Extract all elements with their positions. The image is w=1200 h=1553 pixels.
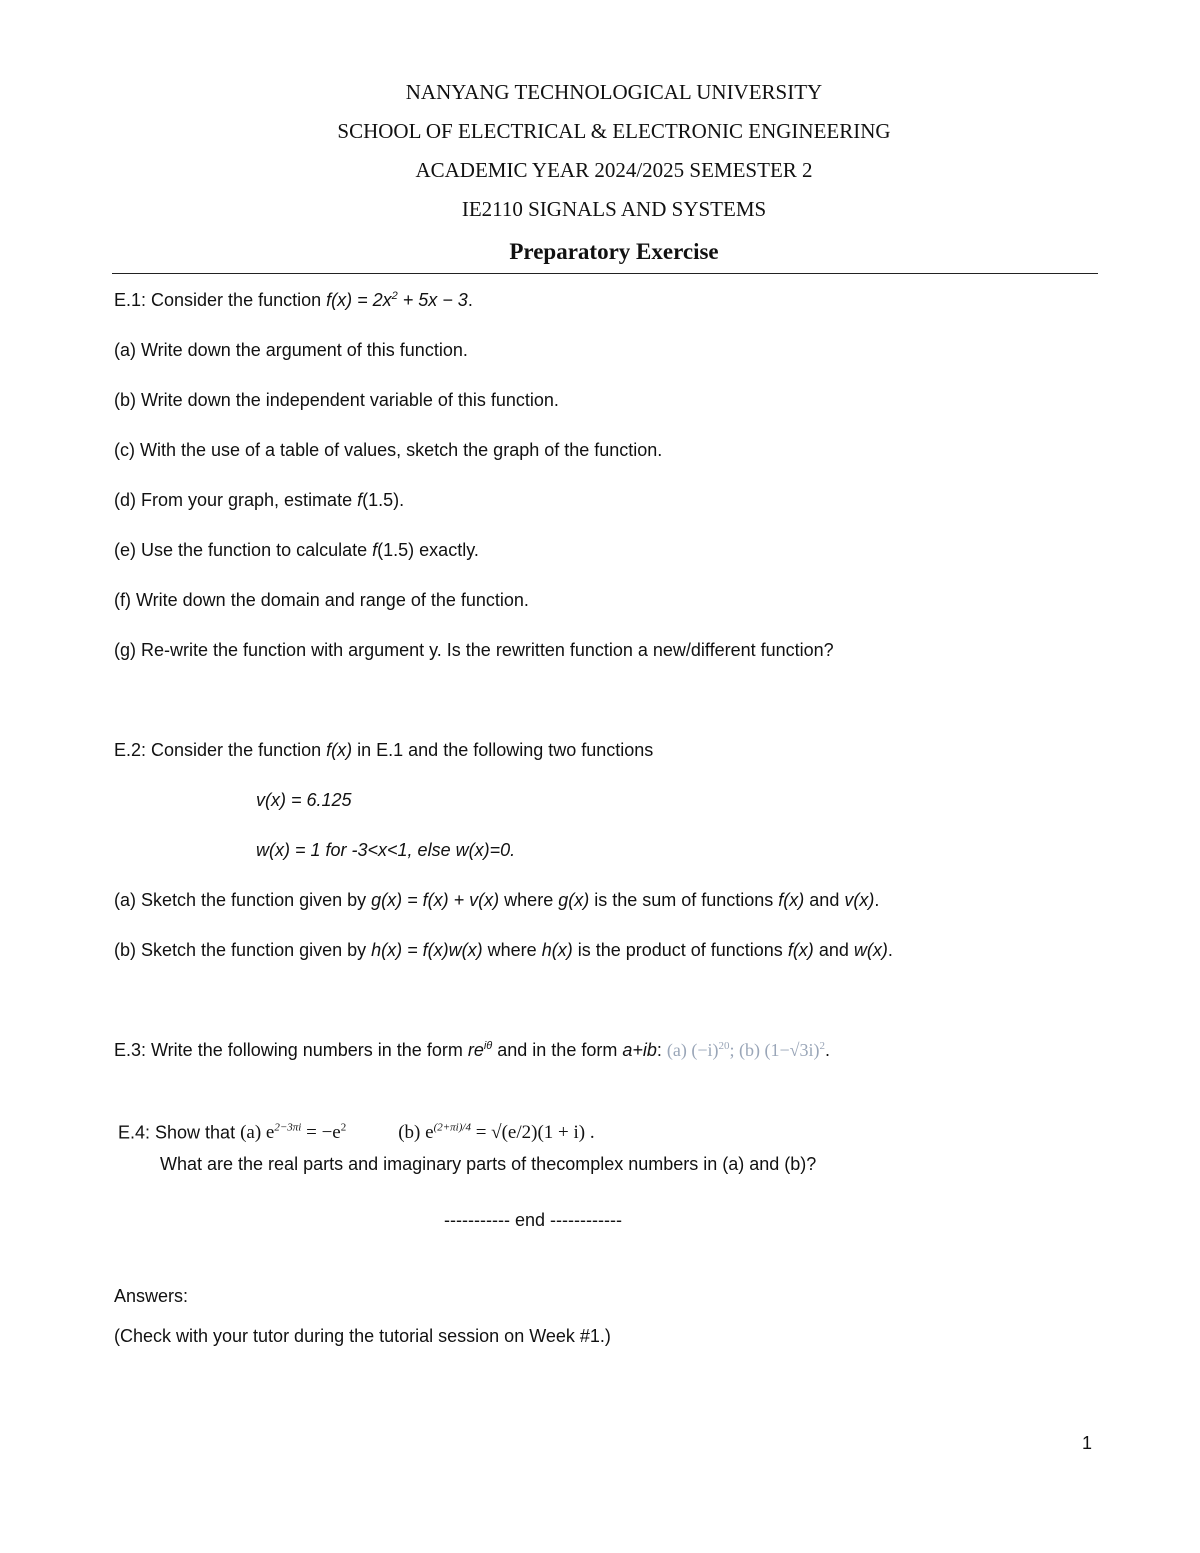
e1-stem-prefix: E.1: Consider the function — [114, 290, 327, 310]
course-name: IE2110 SIGNALS AND SYSTEMS — [461, 197, 767, 221]
e3-prefix: E.3: Write the following numbers in the form — [114, 1040, 468, 1060]
e2-b-and: and — [813, 940, 854, 960]
e3-form-polar-base: re — [467, 1040, 484, 1060]
e2-a-prefix: (a) Sketch the function given by — [114, 890, 372, 910]
e1-func-rest: + 5x − 3 — [397, 290, 468, 310]
e2-stem-suffix: in E.1 and the following two functions — [352, 740, 654, 760]
e4-part-b — [398, 1122, 594, 1143]
e4-b-exp: (2+πi)/4 — [433, 1122, 471, 1134]
e2-a-f: f(x) — [778, 890, 805, 910]
e2-b-h: h(x) — [541, 940, 573, 960]
e1-part-g: (g) Re-write the function with argument y. Is the rewritten function a new/different function? — [114, 640, 834, 660]
e4-part-a — [240, 1122, 346, 1143]
e2-a-mid2: is the sum of functions — [589, 890, 779, 910]
e1-func-exp: 2 — [391, 290, 398, 302]
e2-a-def: g(x) = f(x) + v(x) — [371, 890, 500, 910]
title-divider — [112, 273, 1098, 274]
e3-colon: : — [656, 1040, 667, 1060]
page-number: 1 — [1082, 1433, 1093, 1453]
e1-part-d — [114, 490, 404, 511]
e2-b-mid2: is the product of functions — [572, 940, 788, 960]
end-marker: ----------- end ------------ — [444, 1210, 622, 1230]
e4-b-rhs: = √(e/2)(1 + i) . — [470, 1122, 595, 1144]
e3-mid: and in the form — [492, 1040, 623, 1060]
e2-stem-prefix: E.2: Consider the function — [114, 740, 327, 760]
e4-a-rhs-exp: 2 — [340, 1122, 347, 1134]
e1-part-f: (f) Write down the domain and range of the function. — [114, 590, 529, 610]
e1-func — [326, 290, 468, 310]
answers-label: Answers: — [114, 1286, 189, 1306]
e2-a-v: v(x) — [844, 890, 875, 910]
e1-e-suffix: (1.5) exactly. — [377, 540, 479, 560]
e2-b-prefix: (b) Sketch the function given by — [114, 940, 372, 960]
e1-stem — [114, 290, 473, 311]
e2-b-f: f(x) — [787, 940, 814, 960]
e3-form-polar-exp: iθ — [483, 1040, 493, 1052]
e2-part-b — [114, 940, 893, 961]
e2-b-end: . — [887, 940, 893, 960]
e3-items — [667, 1040, 825, 1060]
e2-stem — [114, 740, 653, 761]
e1-part-a: (a) Write down the argument of this function. — [114, 340, 468, 360]
e2-a-g: g(x) — [558, 890, 590, 910]
e2-stem-func: f(x) — [326, 740, 353, 760]
e3-item-b: ; (b) (1−√3i) — [729, 1040, 820, 1060]
e3-end: . — [825, 1040, 831, 1060]
e4-b-base: (b) e — [398, 1122, 434, 1144]
e1-part-c: (c) With the use of a table of values, sketch the graph of the function. — [114, 440, 663, 460]
e3-item-a-exp: 20 — [718, 1040, 730, 1052]
e4-question — [118, 1122, 595, 1144]
e2-b-w: w(x) — [853, 940, 888, 960]
e1-e-func: f — [372, 540, 378, 560]
e1-part-b: (b) Write down the independent variable of this function. — [114, 390, 559, 410]
e3-item-b-exp: 2 — [819, 1040, 826, 1052]
e4-a-rhs: = −e — [301, 1122, 341, 1144]
page-title: Preparatory Exercise — [509, 239, 719, 264]
e3-item-a: (a) (−i) — [666, 1040, 719, 1060]
e1-d-func: f — [357, 490, 363, 510]
e4-a-base: (a) e — [240, 1122, 275, 1144]
e2-a-mid: where — [499, 890, 559, 910]
e4-followup: What are the real parts and imaginary parts of thecomplex numbers in (a) and (b)? — [160, 1154, 817, 1174]
e2-b-mid: where — [482, 940, 542, 960]
e2-v-function: v(x) = 6.125 — [256, 790, 352, 810]
e2-a-and: and — [804, 890, 845, 910]
e1-stem-suffix: . — [467, 290, 473, 310]
e2-b-def: h(x) = f(x)w(x) — [371, 940, 483, 960]
e1-d-prefix: (d) From your graph, estimate — [114, 490, 358, 510]
e4-a-exp: 2−3πi — [274, 1122, 302, 1134]
academic-year: ACADEMIC YEAR 2024/2025 SEMESTER 2 — [415, 158, 813, 182]
e1-func-base: f(x) = 2x — [326, 290, 392, 310]
e2-a-end: . — [874, 890, 880, 910]
e1-e-prefix: (e) Use the function to calculate — [114, 540, 373, 560]
e3-form-polar — [468, 1040, 492, 1060]
e4-prefix: E.4: Show that — [118, 1122, 241, 1143]
e2-w-function: w(x) = 1 for -3<x<1, else w(x)=0. — [256, 840, 516, 860]
school-name: SCHOOL OF ELECTRICAL & ELECTRONIC ENGINEERING — [337, 119, 891, 143]
e2-part-a — [114, 890, 879, 911]
answers-note: (Check with your tutor during the tutorial session on Week #1.) — [114, 1326, 611, 1346]
e3-form-rect: a+ib — [622, 1040, 657, 1060]
e1-d-suffix: (1.5). — [362, 490, 405, 510]
e3-question — [114, 1040, 830, 1061]
e1-part-e — [114, 540, 479, 561]
university-name: NANYANG TECHNOLOGICAL UNIVERSITY — [405, 80, 823, 104]
